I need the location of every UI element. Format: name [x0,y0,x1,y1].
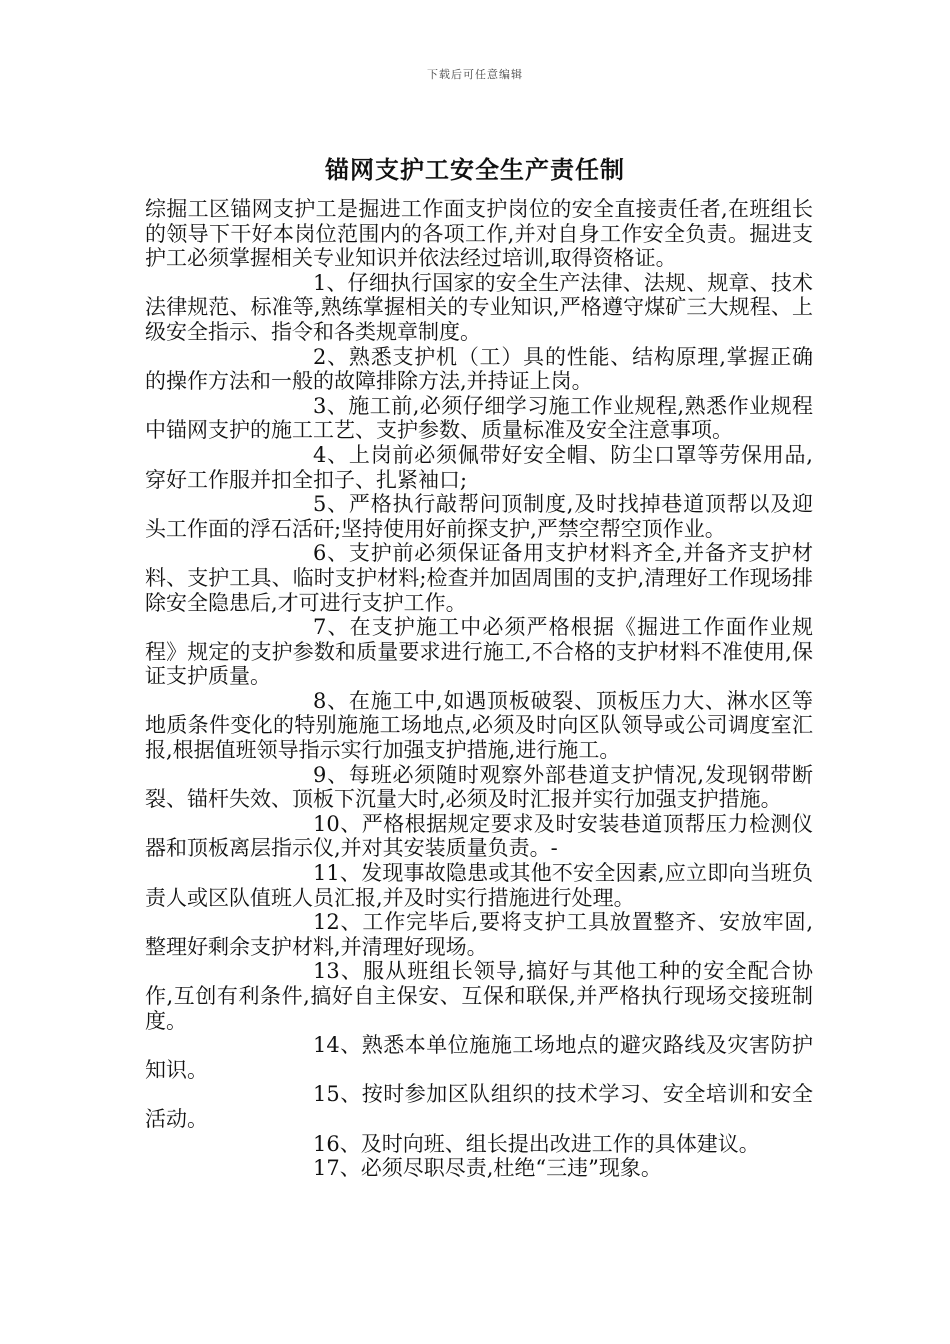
list-item: 16、及时向班、组长提出改进工作的具体建议。 [313,1131,760,1156]
list-item: 5、严格执行敲帮问顶制度,及时找掉巷道顶帮以及迎头工作面的浮石活矸;坚持使用好前探支护,严禁空帮空顶作业。 [145,492,813,541]
list-item: 3、施工前,必须仔细学习施工作业规程,熟悉作业规程中锚网支护的施工工艺、支护参数、质量标准及安全注意事项。 [145,393,813,443]
list-item: 12、工作完毕后,要将支护工具放置整齐、安放牢固,整理好剩余支护材料,并清理好现场。 [145,910,813,959]
list-item: 7、在支护施工中必须严格根据《掘进工作面作业规程》规定的支护参数和质量要求进行施工,不合格的支护材料不准使用,保证支护质量。 [145,615,813,689]
list-item: 10、严格根据规定要求及时安装巷道顶帮压力检测仪器和顶板离层指示仪,并对其安装质量负责。- [145,811,813,861]
list-item: 14、熟悉本单位施施工场地点的避灾路线及灾害防护知识。 [145,1033,813,1082]
list-item: 1、仔细执行国家的安全生产法律、法规、规章、技术法律规范、标准等,熟练掌握相关的专业知识,严格遵守煤矿三大规程、上级安全指示、指令和各类规章制度。 [145,270,813,344]
list-item: 15、按时参加区队组织的技术学习、安全培训和安全活动。 [145,1082,813,1131]
list-item: 8、在施工中,如遇顶板破裂、顶板压力大、淋水区等地质条件变化的特别施施工场地点,必须及时向区队领导或公司调度室汇报,根据值班领导指示实行加强支护措施,进行施工。 [145,688,813,763]
list-item: 6、支护前必须保证备用支护材料齐全,并备齐支护材料、支护工具、临时支护材料;检查并加固周围的支护,清理好工作现场排除安全隐患后,才可进行支护工作。 [145,541,813,615]
page-header-note: 下载后可任意编辑 [427,68,523,81]
list-item: 4、上岗前必须佩带好安全帽、防尘口罩等劳保用品,穿好工作服并扣全扣子、扎紧袖口; [145,442,813,492]
list-item: 2、熟悉支护机（工）具的性能、结构原理,掌握正确的操作方法和一般的故障排除方法,并持证上岗。 [145,344,813,394]
list-item: 11、发现事故隐患或其他不安全因素,应立即向当班负责人或区队值班人员汇报,并及时实行措施进行处理。 [145,861,813,910]
document-body [145,197,813,1181]
list-item: 17、必须尽职尽责,杜绝“三违”现象。 [313,1156,662,1181]
intro-paragraph: 综掘工区锚网支护工是掘进工作面支护岗位的安全直接责任者,在班组长的领导下干好本岗位范围内的各项工作,并对自身工作安全负责。掘进支护工必须掌握相关专业知识并依法经过培训,取得资格证。 [145,197,813,271]
list-item: 9、每班必须随时观察外部巷道支护情况,发现钢带断裂、锚杆失效、顶板下沉量大时,必须及时汇报并实行加强支护措施。 [145,762,813,812]
document-title: 锚网支护工安全生产责任制 [325,155,625,184]
list-item: 13、服从班组长领导,搞好与其他工种的安全配合协作,互创有利条件,搞好自主保安、互保和联保,并严格执行现场交接班制度。 [145,959,813,1033]
